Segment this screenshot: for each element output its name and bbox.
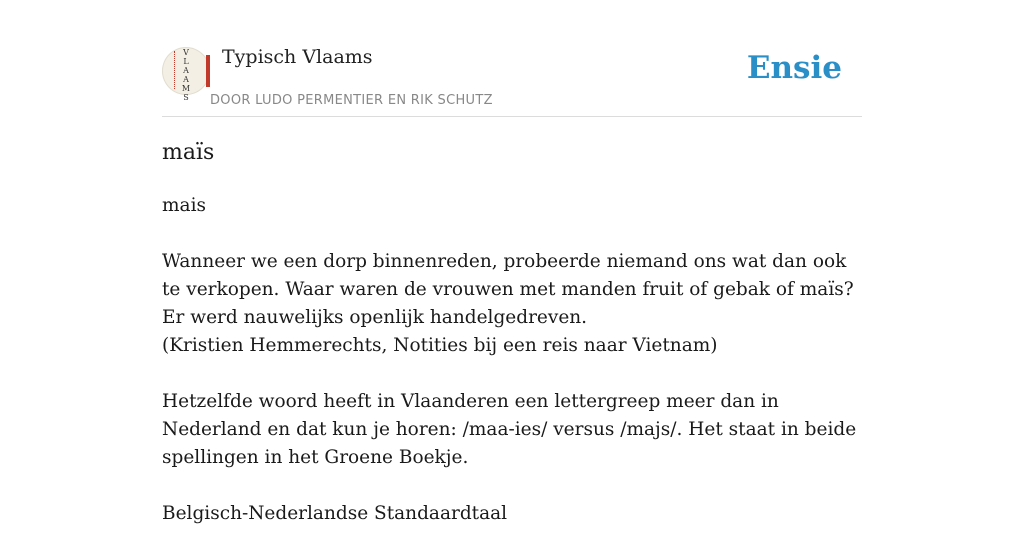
logo-letters [162,47,210,102]
logo-letter: A [183,75,189,84]
byline: DOOR LUDO PERMENTIER EN RIK SCHUTZ [210,93,493,108]
quote-text: Wanneer we een dorp binnenreden, probeerde niemand ons wat dan ook te verkopen. Waar waren de vrouwen met manden fruit of gebak of maïs? Er werd nauwelijks openlijk handelgedreven. [162,251,854,328]
logo-letter: M [181,84,191,93]
entry-quote [162,248,862,360]
entry-definition: mais [162,195,206,216]
entry-category: Belgisch-Nederlandse Standaardtaal [162,503,508,524]
logo-letter: A [183,66,189,75]
logo-letter: S [183,93,189,102]
logo-letter: L [183,57,189,66]
quote-source: (Kristien Hemmerechts, Notities bij een reis naar Vietnam) [162,335,718,356]
brand-logo-link[interactable]: Ensie [746,50,842,86]
entry-note: Hetzelfde woord heeft in Vlaanderen een lettergreep meer dan in Nederland en dat kun je horen: /maa-ies/ versus /majs/. Het staat in beide spellingen in het Groene Boekje. [162,391,857,468]
entry-title: maïs [162,140,215,165]
book-logo[interactable] [162,47,210,102]
logo-letter: V [183,48,189,57]
site-header [162,0,862,117]
site-title[interactable]: Typisch Vlaams [222,46,373,68]
entry-body [162,192,862,556]
page-container [162,0,862,524]
logo-stripe [206,55,210,87]
